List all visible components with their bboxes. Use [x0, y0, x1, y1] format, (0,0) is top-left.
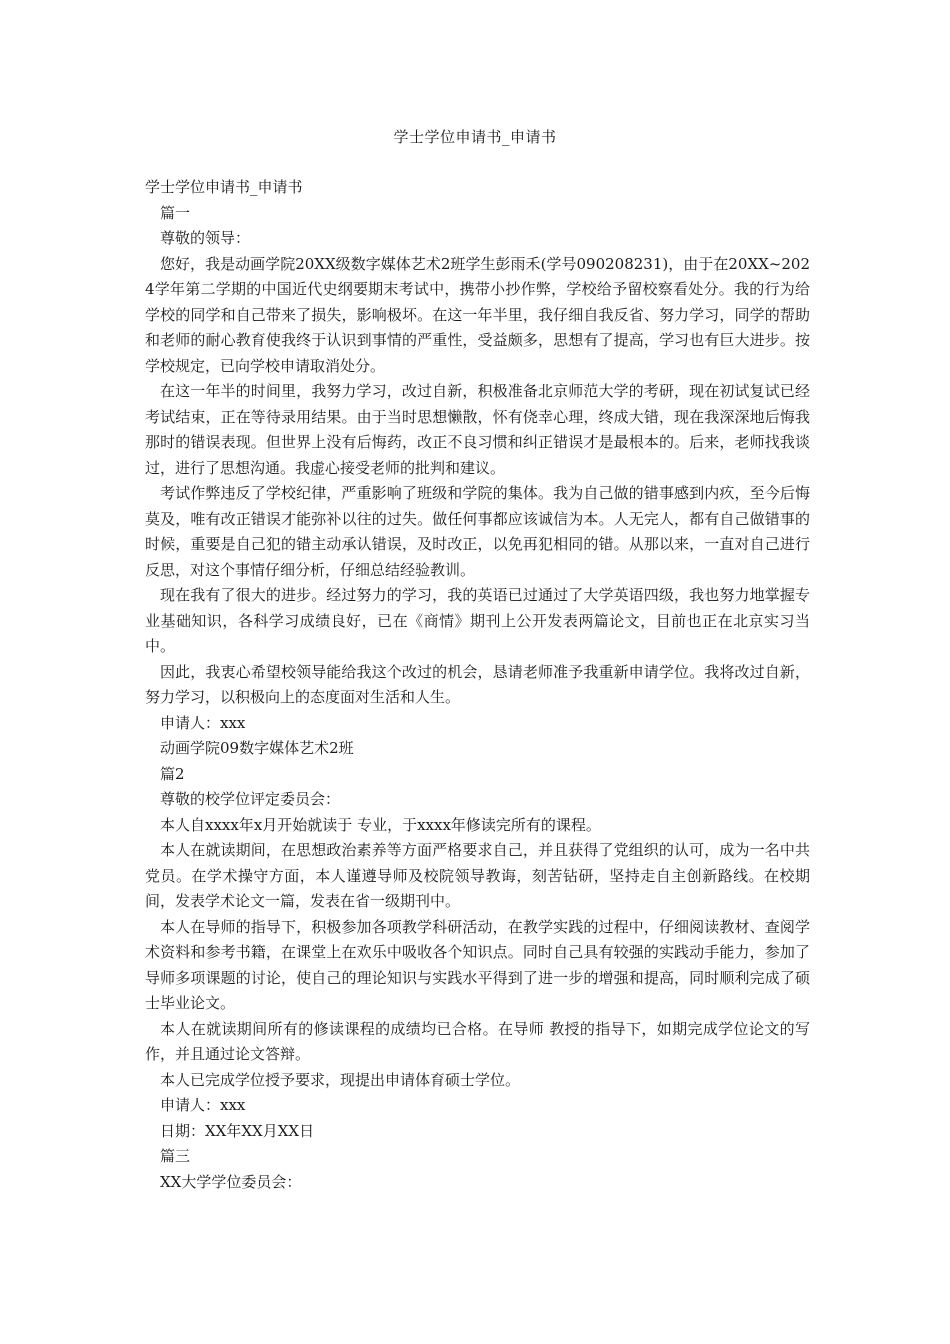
section-heading: 篇三	[160, 1147, 191, 1165]
class-line: 动画学院09数字媒体艺术2班	[160, 739, 354, 757]
section-heading: 篇2	[160, 764, 185, 783]
section-heading: 篇一	[160, 203, 191, 222]
applicant-line: 申请人：xxx	[160, 713, 246, 732]
document-title: 学士学位申请书_申请书	[393, 128, 557, 146]
body-paragraph: 本人自xxxx年x月开始就读于 专业，于xxxx年修读完所有的课程。	[160, 815, 601, 834]
document-body	[145, 175, 810, 1195]
body-paragraph: 因此，我衷心希望校领导能给我这个改过的机会，恳请老师准予我重新申请学位。我将改过自新，努力学习，以积极向上的态度面对生活和人生。	[145, 662, 810, 706]
document-heading: 学士学位申请书_申请书	[145, 178, 303, 196]
salutation: 尊敬的校学位评定委员会：	[160, 790, 341, 808]
salutation: XX大学学位委员会：	[160, 1172, 302, 1191]
body-paragraph: 现在我有了很大的进步。经过努力的学习，我的英语已过通过了大学英语四级，我也努力地掌握专业基础知识，各科学习成绩良好，已在《商情》期刊上公开发表两篇论文，目前也正在北京实习当中。	[145, 586, 810, 655]
date-line: 日期：XX年XX月XX日	[160, 1121, 315, 1140]
body-paragraph: 本人在导师的指导下，积极参加各项教学科研活动，在教学实践的过程中，仔细阅读教材、查阅学术资料和参考书籍，在课堂上在欢乐中吸收各个知识点。同时自己具有较强的实践动手能力，参加了导师多项课题的讨论，使自己的理论知识与实践水平得到了进一步的增强和提高，同时顺利完成了硕士毕业论文。	[145, 917, 810, 1012]
applicant-line: 申请人：xxx	[160, 1096, 246, 1114]
body-paragraph: 考试作弊违反了学校纪律，严重影响了班级和学院的集体。我为自己做的错事感到内疚，至今后悔莫及，唯有改正错误才能弥补以往的过失。做任何事都应该诚信为本。人无完人，都有自己做错事的时候，重要是自己犯的错主动承认错误，及时改正，以免再犯相同的错。从那以来，一直对自己进行反思，对这个事情仔细分析，仔细总结经验教训。	[145, 484, 810, 579]
body-paragraph: 本人在就读期间所有的修读课程的成绩均已合格。在导师 教授的指导下，如期完成学位论文的写作，并且通过论文答辩。	[145, 1019, 810, 1063]
body-paragraph: 您好，我是动画学院20XX级数字媒体艺术2班学生彭雨禾(学号090208231)，由于在20XX~2024学年第二学期的中国近代史纲要期末考试中，携带小抄作弊，学校给予留校察看处分。我的行为给学校的同学和自己带来了损失，影响极坏。在这一年半里，我仔细自我反省、努力学习，同学的帮助和老师的耐心教育使我终于认识到事情的严重性，受益颇多，思想有了提高，学习也有巨大进步。按学校规定，已向学校申请取消处分。	[145, 254, 810, 375]
body-paragraph: 本人已完成学位授予要求，现提出申请体育硕士学位。	[160, 1070, 521, 1089]
body-paragraph: 本人在就读期间，在思想政治素养等方面严格要求自己，并且获得了党组织的认可，成为一名中共党员。在学术操守方面，本人谨遵导师及校院领导教诲，刻苦钻研，坚持走自主创新路线。在校期间，发表学术论文一篇，发表在省一级期刊中。	[145, 841, 810, 910]
body-paragraph: 在这一年半的时间里，我努力学习，改过自新，积极准备北京师范大学的考研，现在初试复试已经考试结束，正在等待录用结果。由于当时思想懒散，怀有侥幸心理，终成大错，现在我深深地后悔我那时的错误表现。但世界上没有后悔药，改正不良习惯和纠正错误才是最根本的。后来，老师找我谈过，进行了思想沟通。我虚心接受老师的批判和建议。	[145, 382, 810, 477]
salutation: 尊敬的领导：	[160, 229, 251, 247]
